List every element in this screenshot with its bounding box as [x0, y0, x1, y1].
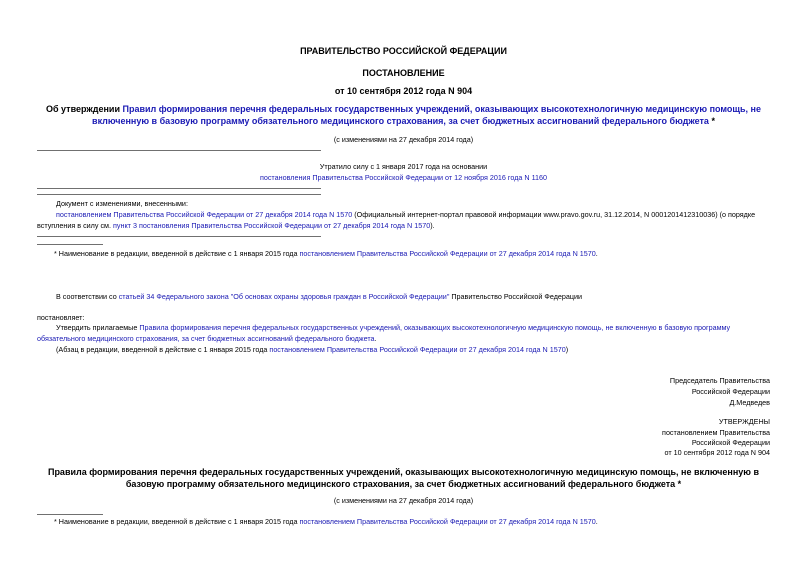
footnote-divider — [37, 244, 103, 245]
changes-intro: Документ с изменениями, внесенными: — [56, 199, 188, 208]
decides: постановляет: — [37, 313, 85, 322]
signature-country: Российской Федерации — [691, 387, 770, 396]
expired-link[interactable]: постановления Правительства Российской Федерации от 12 ноября 2016 года N 1160 — [259, 173, 548, 182]
approve-note: (Абзац в редакции, введенной в действие с 1 января 2015 года постановлением Правительства Российской Федерации от 27 декабря 2014 года N 1570) — [56, 345, 569, 354]
preamble: В соответствии со статьей 34 Федерального закона "Об основах охраны здоровья граждан в Российской Федерации" Правительство Российской Федерации — [56, 292, 583, 301]
law-article-link[interactable]: статьей 34 Федерального закона "Об основах охраны здоровья граждан в Российской Федерации" — [118, 292, 450, 301]
approved-rules-link-cont[interactable]: обязательного медицинского страхования, за счет бюджетных ассигнований федерального бюджета — [37, 334, 375, 343]
changes-line1: постановлением Правительства Российской Федерации от 27 декабря 2014 года N 1570 (Официальный интернет-портал правовой информации www.pravo.gov.ru, 31.12.2014, N 0001201412310036) (о порядке — [56, 210, 756, 219]
document-type: ПОСТАНОВЛЕНИЕ — [362, 68, 445, 78]
expired-note: Утратило силу с 1 января 2017 года на основании — [319, 162, 488, 171]
divider — [37, 150, 321, 151]
approved-rules-link[interactable]: Правила формирования перечня федеральных государственных учреждений, оказывающих высокотехнологичную медицинскую помощь, не включенную в базовую программу — [139, 323, 731, 332]
divider — [37, 194, 321, 195]
divider — [37, 188, 321, 189]
approved-date: от 10 сентября 2012 года N 904 — [664, 448, 770, 457]
rules-title-line2: базовую программу обязательного медицинского страхования, за счет бюджетных ассигнований федерального бюджета * — [125, 479, 682, 489]
rules-changes-note: (с изменениями на 27 декабря 2014 года) — [333, 496, 474, 505]
approve-line1: Утвердить прилагаемые Правила формирования перечня федеральных государственных учреждений, оказывающих высокотехнологичную медицинскую помощь, не включенную в базовую программу — [56, 323, 731, 332]
approved-by: постановлением Правительства — [662, 428, 770, 437]
rules-link-cont[interactable]: включенную в базовую программу обязательного медицинского страхования, за счет бюджетных ассигнований федерального бюджета — [92, 116, 709, 126]
document-title-line2: включенную в базовую программу обязательного медицинского страхования, за счет бюджетных ассигнований федерального бюджета * — [92, 116, 715, 126]
signature-name: Д.Медведев — [729, 398, 770, 407]
approved-heading: УТВЕРЖДЕНЫ — [718, 417, 770, 426]
government-heading: ПРАВИТЕЛЬСТВО РОССИЙСКОЙ ФЕДЕРАЦИИ — [300, 46, 507, 56]
divider — [37, 236, 321, 237]
document-date: от 10 сентября 2012 года N 904 — [334, 86, 473, 96]
approved-country: Российской Федерации — [691, 438, 770, 447]
footnote-1: * Наименование в редакции, введенной в действие с 1 января 2015 года постановлением Правительства Российской Федерации от 27 декабря 2014 года N 1570. — [54, 249, 598, 258]
changes-note: (с изменениями на 27 декабря 2014 года) — [333, 135, 474, 144]
rules-title-line1: Правила формирования перечня федеральных государственных учреждений, оказывающих высокотехнологичную медицинскую помощь, не включенную в — [47, 467, 760, 477]
signature-title: Председатель Правительства — [669, 376, 770, 385]
footnote-2-link[interactable]: постановлением Правительства Российской Федерации от 27 декабря 2014 года N 1570 — [299, 517, 596, 526]
amendment-link[interactable]: постановлением Правительства Российской Федерации от 27 декабря 2014 года N 1570 — [56, 210, 353, 219]
footnote-1-link[interactable]: постановлением Правительства Российской Федерации от 27 декабря 2014 года N 1570 — [299, 249, 596, 258]
footnote-2: * Наименование в редакции, введенной в действие с 1 января 2015 года постановлением Правительства Российской Федерации от 27 декабря 2014 года N 1570. — [54, 517, 598, 526]
document-title-line1: Об утверждении Правил формирования перечня федеральных государственных учреждений, оказывающих высокотехнологичную медицинскую помощь, не — [46, 104, 761, 114]
amendment-point-link[interactable]: пункт 3 постановления Правительства Российской Федерации от 27 декабря 2014 года N 1570 — [113, 221, 431, 230]
changes-line2: вступления в силу см. пункт 3 постановления Правительства Российской Федерации от 27 декабря 2014 года N 1570). — [37, 221, 435, 230]
footnote-divider — [37, 514, 103, 515]
approve-line2: обязательного медицинского страхования, за счет бюджетных ассигнований федерального бюджета. — [37, 334, 377, 343]
rules-link[interactable]: Правил формирования перечня федеральных государственных учреждений, оказывающих высокотехнологичную медицинскую помощь, не — [122, 104, 761, 114]
approve-note-link[interactable]: постановлением Правительства Российской Федерации от 27 декабря 2014 года N 1570 — [269, 345, 566, 354]
